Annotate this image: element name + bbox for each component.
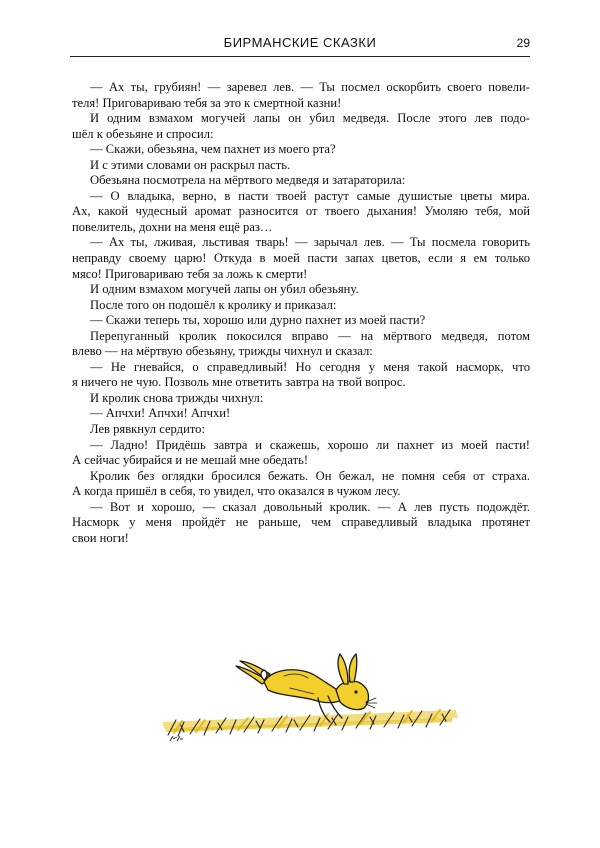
- grass-strokes: [162, 710, 458, 741]
- text-line: — Ладно! Придёшь завтра и скажешь, хорошо ли пахнет из моей пасти!: [90, 437, 530, 452]
- text-line: Перепуганный кролик покосился вправо — на мёртвого медведя, потом: [90, 328, 530, 343]
- text-line: Насморк у меня пройдёт не раньше, чем справедливый владыка протянет: [72, 515, 530, 530]
- text-line: я ничего не чую. Позволь мне ответить завтра на твой вопрос.: [72, 375, 406, 390]
- text-line: И одним взмахом могучей лапы он убил медведя. После этого лев подо-: [90, 111, 530, 126]
- text-line: — Ах ты, лживая, льстивая тварь! — зарычал лев. — Ты посмела говорить: [90, 235, 530, 250]
- text-line: влево — на мёртвую обезьяну, трижды чихнул и сказал:: [72, 344, 373, 359]
- book-title: БИРМАНСКИЕ СКАЗКИ: [223, 35, 377, 50]
- text-line: А когда пришёл в себя, то увидел, что оказался в чужом лесу.: [72, 484, 401, 499]
- page-number: 29: [516, 36, 530, 50]
- text-line: — Вот и хорошо, — сказал довольный кролик. — А лев пусть подождёт.: [90, 499, 530, 514]
- text-line: свои ноги!: [72, 530, 129, 545]
- text-line: А сейчас убирайся и не мешай мне обедать!: [72, 453, 309, 468]
- text-line: И одним взмахом могучей лапы он убил обезьяну.: [90, 282, 359, 297]
- story-text: [72, 80, 530, 546]
- text-line: — Скажи теперь ты, хорошо или дурно пахнет из моей пасти?: [90, 313, 426, 328]
- text-line: Обезьяна посмотрела на мёртвого медведя и затараторила:: [90, 173, 406, 188]
- text-line: мясо! Приговариваю тебя за ложь к смерти!: [72, 266, 308, 281]
- text-line: — О владыка, верно, в пасти твоей растут самые душистые цветы мира.: [90, 188, 530, 203]
- text-line: — Скажи, обезьяна, чем пахнет из моего рта?: [90, 142, 336, 157]
- text-line: — Ах ты, грубиян! — заревел лев. — Ты посмел оскорбить своего повели-: [90, 80, 530, 94]
- text-line: Лев рявкнул сердито:: [90, 422, 205, 437]
- text-line: неправду своему царю! Откуда в моей пасти запах цветов, если я ем только: [72, 251, 530, 266]
- text-line: — Не гневайся, о справедливый! Но сегодня у меня такой насморк, что: [90, 359, 530, 374]
- running-rabbit-illustration: [160, 640, 460, 745]
- header-rule: [70, 56, 530, 57]
- text-line: — Апчхи! Апчхи! Апчхи!: [90, 406, 231, 421]
- text-line: Кролик без оглядки бросился бежать. Он бежал, не помня себя от страха.: [90, 468, 530, 483]
- text-line: После того он подошёл к кролику и приказал:: [90, 297, 337, 312]
- text-line: И кролик снова трижды чихнул:: [90, 390, 264, 405]
- text-line: Ах, какой чудесный аромат разносится от твоего дыхания! Умоляю тебя, мой: [72, 204, 530, 219]
- text-line: теля! Приговариваю тебя за это к смертной казни!: [72, 95, 342, 110]
- text-line: шёл к обезьяне и спросил:: [72, 126, 214, 141]
- rabbit-figure: [236, 654, 377, 722]
- text-line: повелитель, дохни на меня ещё раз…: [72, 219, 273, 234]
- text-line: И с этими словами он раскрыл пасть.: [90, 157, 291, 172]
- running-head: [70, 35, 530, 57]
